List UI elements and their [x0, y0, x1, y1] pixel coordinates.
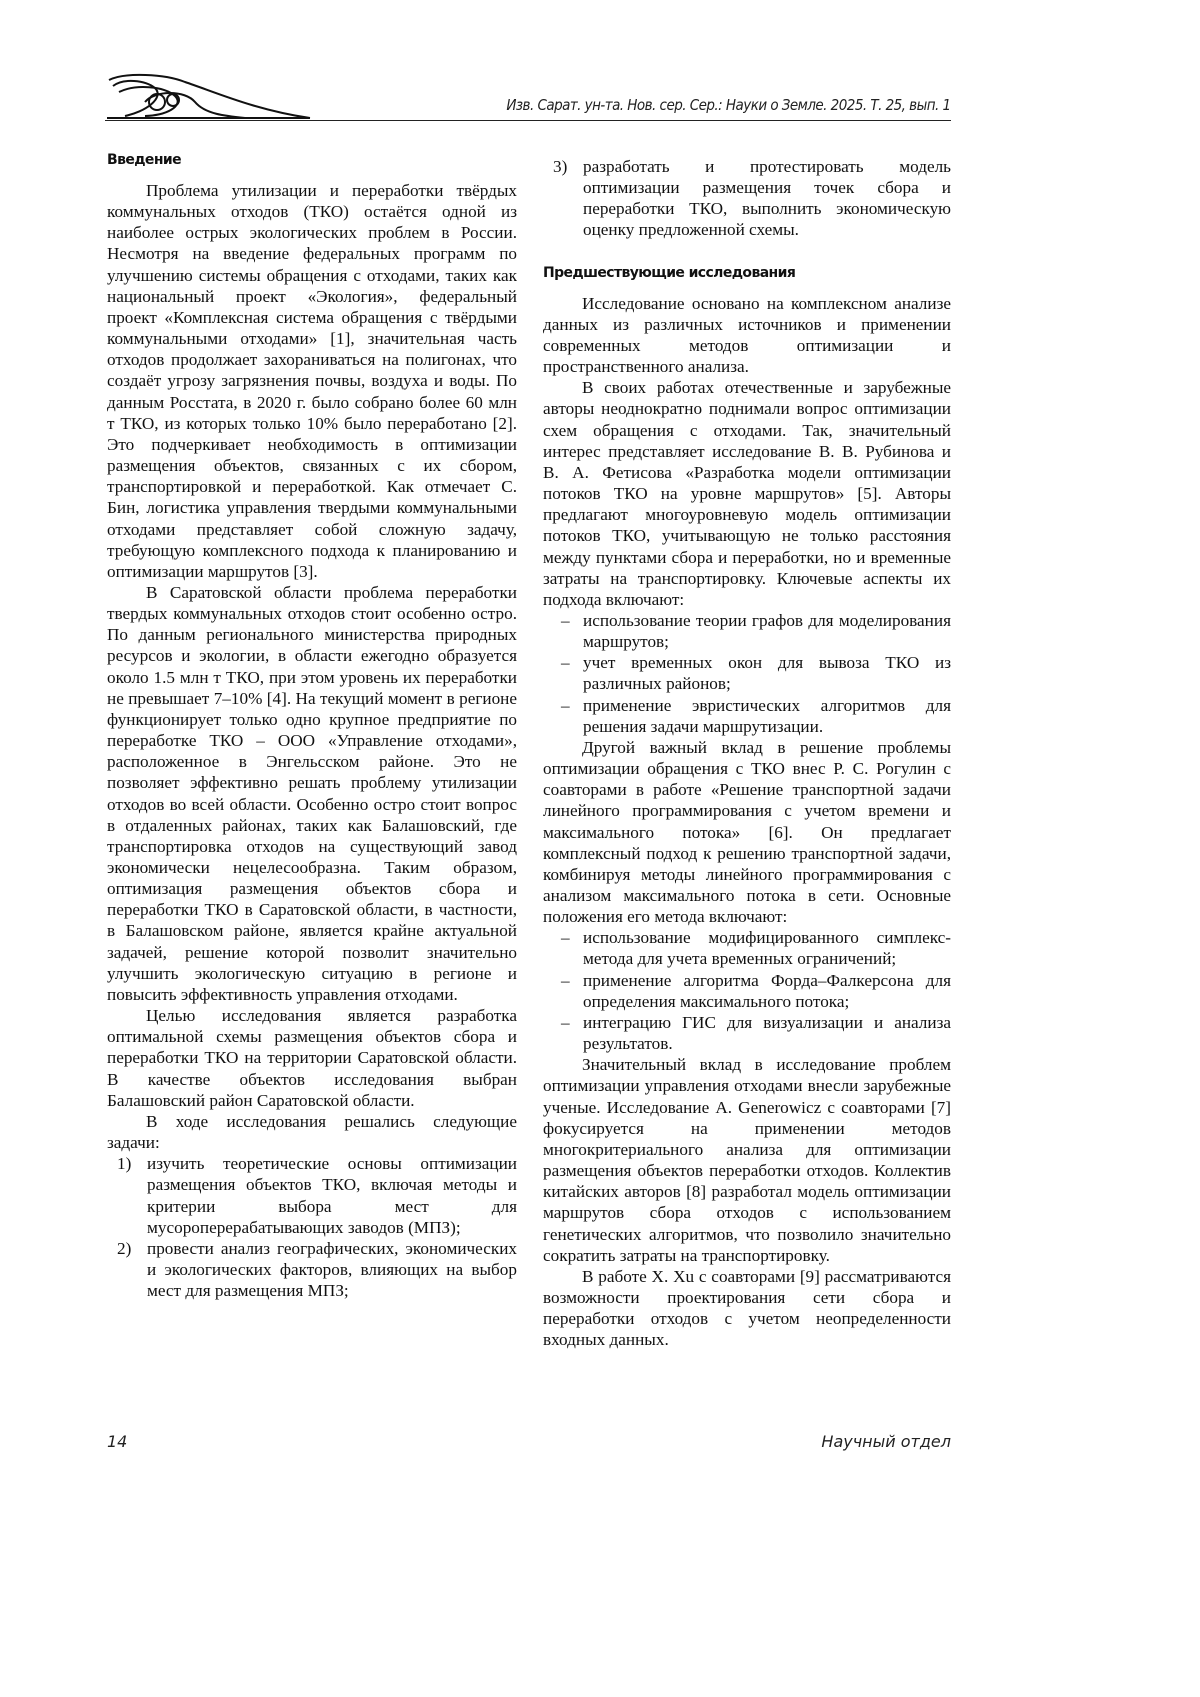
dash-marker: – [561, 1012, 570, 1033]
paragraph: В Саратовской области проблема переработки твердых коммунальных отходов стоит особенно остро. По данным регионального министерства природных ресурсов и экологии, в области ежегодно образуется около 1.5 млн т ТКО, при этом уровень их переработки не превышает 7–10% [4]. На текущий момент в регионе функционирует только одно крупное предприятие по переработке ТКО – ООО «Управление отходами», расположенное в Энгельсском районе. Это не позволяет эффективно решать проблему утилизации отходов во всей области. Особенно остро стоит вопрос в отдаленных районах, таких как Балашовский, где транспортировка отходов на существующий завод экономически нецелесообразна. Таким образом, оптимизация размещения объектов сбора и переработки ТКО в Саратовской области, в частности, в Балашовском районе, является крайне актуальной задачей, решение которой позволит значительно улучшить экологическую ситуацию в регионе и повысить эффективность управления отходами. [107, 582, 517, 1005]
paragraph: Значительный вклад в исследование проблем оптимизации управления отходами внесли зарубежные ученые. Исследование A. Generowicz с соавторами [7] фокусируется на применении методов многокритериального анализа для оптимизации размещения объектов переработки отходов. Коллектив китайских авторов [8] разработал модель оптимизации маршрутов сбора отходов с использованием генетических алгоритмов, что позволило значительно сократить затраты на транспортировку. [543, 1054, 951, 1266]
dash-marker: – [561, 652, 570, 673]
list-item-text: изучить теоретические основы оптимизации размещения объектов ТКО, включая методы и критерии выбора мест для мусороперерабатывающих заводов (МПЗ); [147, 1154, 517, 1236]
list-item [543, 1012, 951, 1054]
list-item-text: разработать и протестировать модель оптимизации размещения точек сбора и переработки ТКО, выполнить экономическую оценку предложенной схемы. [583, 157, 951, 239]
paragraph: Исследование основано на комплексном анализе данных из различных источников и применении современных методов оптимизации и пространственного анализа. [543, 293, 951, 378]
left-column [107, 150, 517, 1301]
paragraph: В работе X. Xu с соавторами [9] рассматриваются возможности проектирования сети сбора и переработки отходов с учетом неопределенности входных данных. [543, 1266, 951, 1351]
list-item-text: применение алгоритма Форда–Фалкерсона для определения максимального потока; [583, 971, 951, 1011]
journal-citation: Изв. Сарат. ун-та. Нов. сер. Сер.: Науки о Земле. 2025. Т. 25, вып. 1 [507, 96, 951, 114]
list-item-text: применение эвристических алгоритмов для решения задачи маршрутизации. [583, 696, 951, 736]
paragraph: В ходе исследования решались следующие задачи: [107, 1111, 517, 1153]
right-column [543, 156, 951, 1350]
approach-list [543, 610, 951, 737]
list-item [543, 156, 951, 241]
list-item-text: учет временных окон для вывоза ТКО из различных районов; [583, 653, 951, 693]
list-marker: 2) [117, 1238, 131, 1259]
list-item [543, 610, 951, 652]
list-marker: 3) [553, 156, 567, 177]
section-heading-previous-research: Предшествующие исследования [543, 263, 951, 284]
list-item [543, 695, 951, 737]
paragraph: Целью исследования является разработка оптимальной схемы размещения объектов сбора и переработки ТКО на территории Саратовской области. В качестве объектов исследования выбран Балашовский район Саратовской области. [107, 1005, 517, 1111]
list-item [543, 652, 951, 694]
journal-ornament-logo [105, 72, 315, 120]
paragraph: В своих работах отечественные и зарубежные авторы неоднократно поднимали вопрос оптимизации схем обращения с отходами. Так, значительный интерес представляет исследование В. В. Рубинова и В. А. Фетисова «Разработка модели оптимизации потоков ТКО на уровне маршрутов» [5]. Авторы предлагают многоуровневую модель оптимизации потоков ТКО, учитывающую не только расстояния между пунктами сбора и переработки, но и временные затраты на транспортировку. Ключевые аспекты их подхода включают: [543, 377, 951, 610]
list-item-text: использование теории графов для моделирования маршрутов; [583, 611, 951, 651]
tasks-list [107, 1153, 517, 1301]
list-item-text: использование модифицированного симплекс-метода для учета временных ограничений; [583, 928, 951, 968]
list-item [543, 927, 951, 969]
dash-marker: – [561, 927, 570, 948]
method-list [543, 927, 951, 1054]
list-item-text: провести анализ географических, экономических и экологических факторов, влияющих на выбор мест для размещения МПЗ; [147, 1239, 517, 1300]
dash-marker: – [561, 695, 570, 716]
page-number: 14 [107, 1432, 127, 1451]
dash-marker: – [561, 610, 570, 631]
paragraph: Проблема утилизации и переработки твёрдых коммунальных отходов (ТКО) остаётся одной из наиболее острых экологических проблем в России. Несмотря на введение федеральных программ по улучшению системы обращения с отходами, таких как национальный проект «Экология», федеральный проект «Комплексная система обращения с твёрдыми коммунальными отходами» [1], значительная часть отходов продолжает захораниваться на полигонах, что создаёт угрозу загрязнения почвы, воздуха и воды. По данным Росстата, в 2020 г. было собрано более 60 млн т ТКО, из которых только 10% было переработано [2]. Это подчеркивает необходимость в оптимизации размещения объектов, связанных с их сбором, транспортировкой и переработкой. Как отмечает С. Бин, логистика управления твердыми коммунальными отходами представляет собой сложную задачу, требующую комплексного подхода к планированию и оптимизации маршрутов [3]. [107, 180, 517, 582]
paragraph: Другой важный вклад в решение проблемы оптимизации обращения с ТКО внес Р. С. Рогулин с соавторами в работе «Решение транспортной задачи линейного программирования с учетом времени и максимального потока» [6]. Он предлагает комплексный подход к решению транспортной задачи, комбинируя методы линейного программирования с анализом максимального потока в сети. Основные положения его метода включают: [543, 737, 951, 927]
running-header [105, 72, 951, 121]
list-item [543, 970, 951, 1012]
list-item-text: интеграцию ГИС для визуализации и анализа результатов. [583, 1013, 951, 1053]
tasks-list-continued [543, 156, 951, 241]
list-item [107, 1238, 517, 1301]
list-marker: 1) [117, 1153, 131, 1174]
dash-marker: – [561, 970, 570, 991]
section-heading-introduction: Введение [107, 150, 517, 171]
section-label: Научный отдел [821, 1432, 951, 1451]
list-item [107, 1153, 517, 1238]
